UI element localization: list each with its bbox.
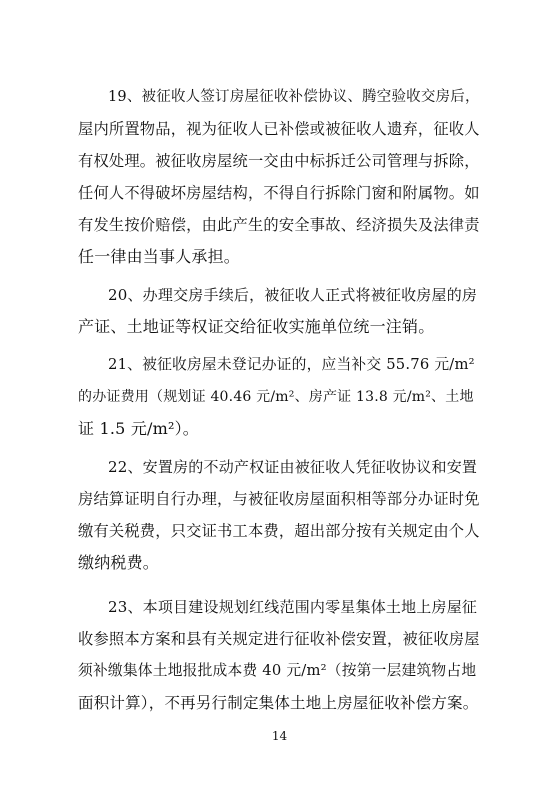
paragraph-23-line-3: 须补缴集体土地报批成本费 40 元/m²（按第一层建筑物占地 [78,662,477,679]
paragraph-19-line-1: 19、被征收人签订房屋征收补偿协议、腾空验收交房后， [108,89,480,105]
paragraph-23-line-2: 收参照本方案和县有关规定进行征收补偿安置，被征收房屋 [78,630,480,648]
paragraph-23-line-4: 面积计算），不再另行制定集体土地上房屋征收补偿方案。 [78,694,479,712]
paragraph-23-line-1: 23、本项目建设规划红线范围内零星集体土地上房屋征 [108,598,478,616]
page-number: 14 [271,729,288,743]
paragraph-19-line-4: 任何人不得破坏房屋结构，不得自行拆除门窗和附属物。如 [78,184,480,202]
paragraph-21-line-2: 的办证费用（规划证 40.46 元/m²、房产证 13.8 元/m²、土地 [78,389,474,405]
paragraph-19-line-6: 任一律由当事人承担。 [78,247,241,266]
paragraph-19-line-2: 屋内所置物品，视为征收人已补偿或被征收人遗弃，征收人 [78,120,480,138]
paragraph-20-line-2: 产证、土地证等权证交给征收实施单位统一注销。 [78,317,435,336]
paragraph-22-line-3: 缴有关税费，只交证书工本费，超出部分按有关规定由个人 [78,522,480,540]
paragraph-22-line-4: 缴纳税费。 [78,553,160,572]
paragraph-20-line-1: 20、办理交房手续后，被征收人正式将被征收房屋的房 [108,286,478,304]
paragraph-19-line-5: 有发生按价赔偿，由此产生的安全事故、经济损失及法律责 [78,216,480,234]
paragraph-22-line-2: 房结算证明自行办理，与被征收房屋面积相等部分办证时免 [78,490,480,508]
paragraph-22-line-1: 22、安置房的不动产权证由被征收人凭征收协议和安置 [108,458,478,476]
paragraph-19-line-3: 有权处理。被征收房屋统一交由中标拆迁公司管理与拆除， [78,152,480,170]
paragraph-21-line-1: 21、被征收房屋未登记办证的，应当补交 55.76 元/m² [108,356,475,373]
paragraph-21-line-3: 证 1.5 元/m²）。 [78,419,199,438]
